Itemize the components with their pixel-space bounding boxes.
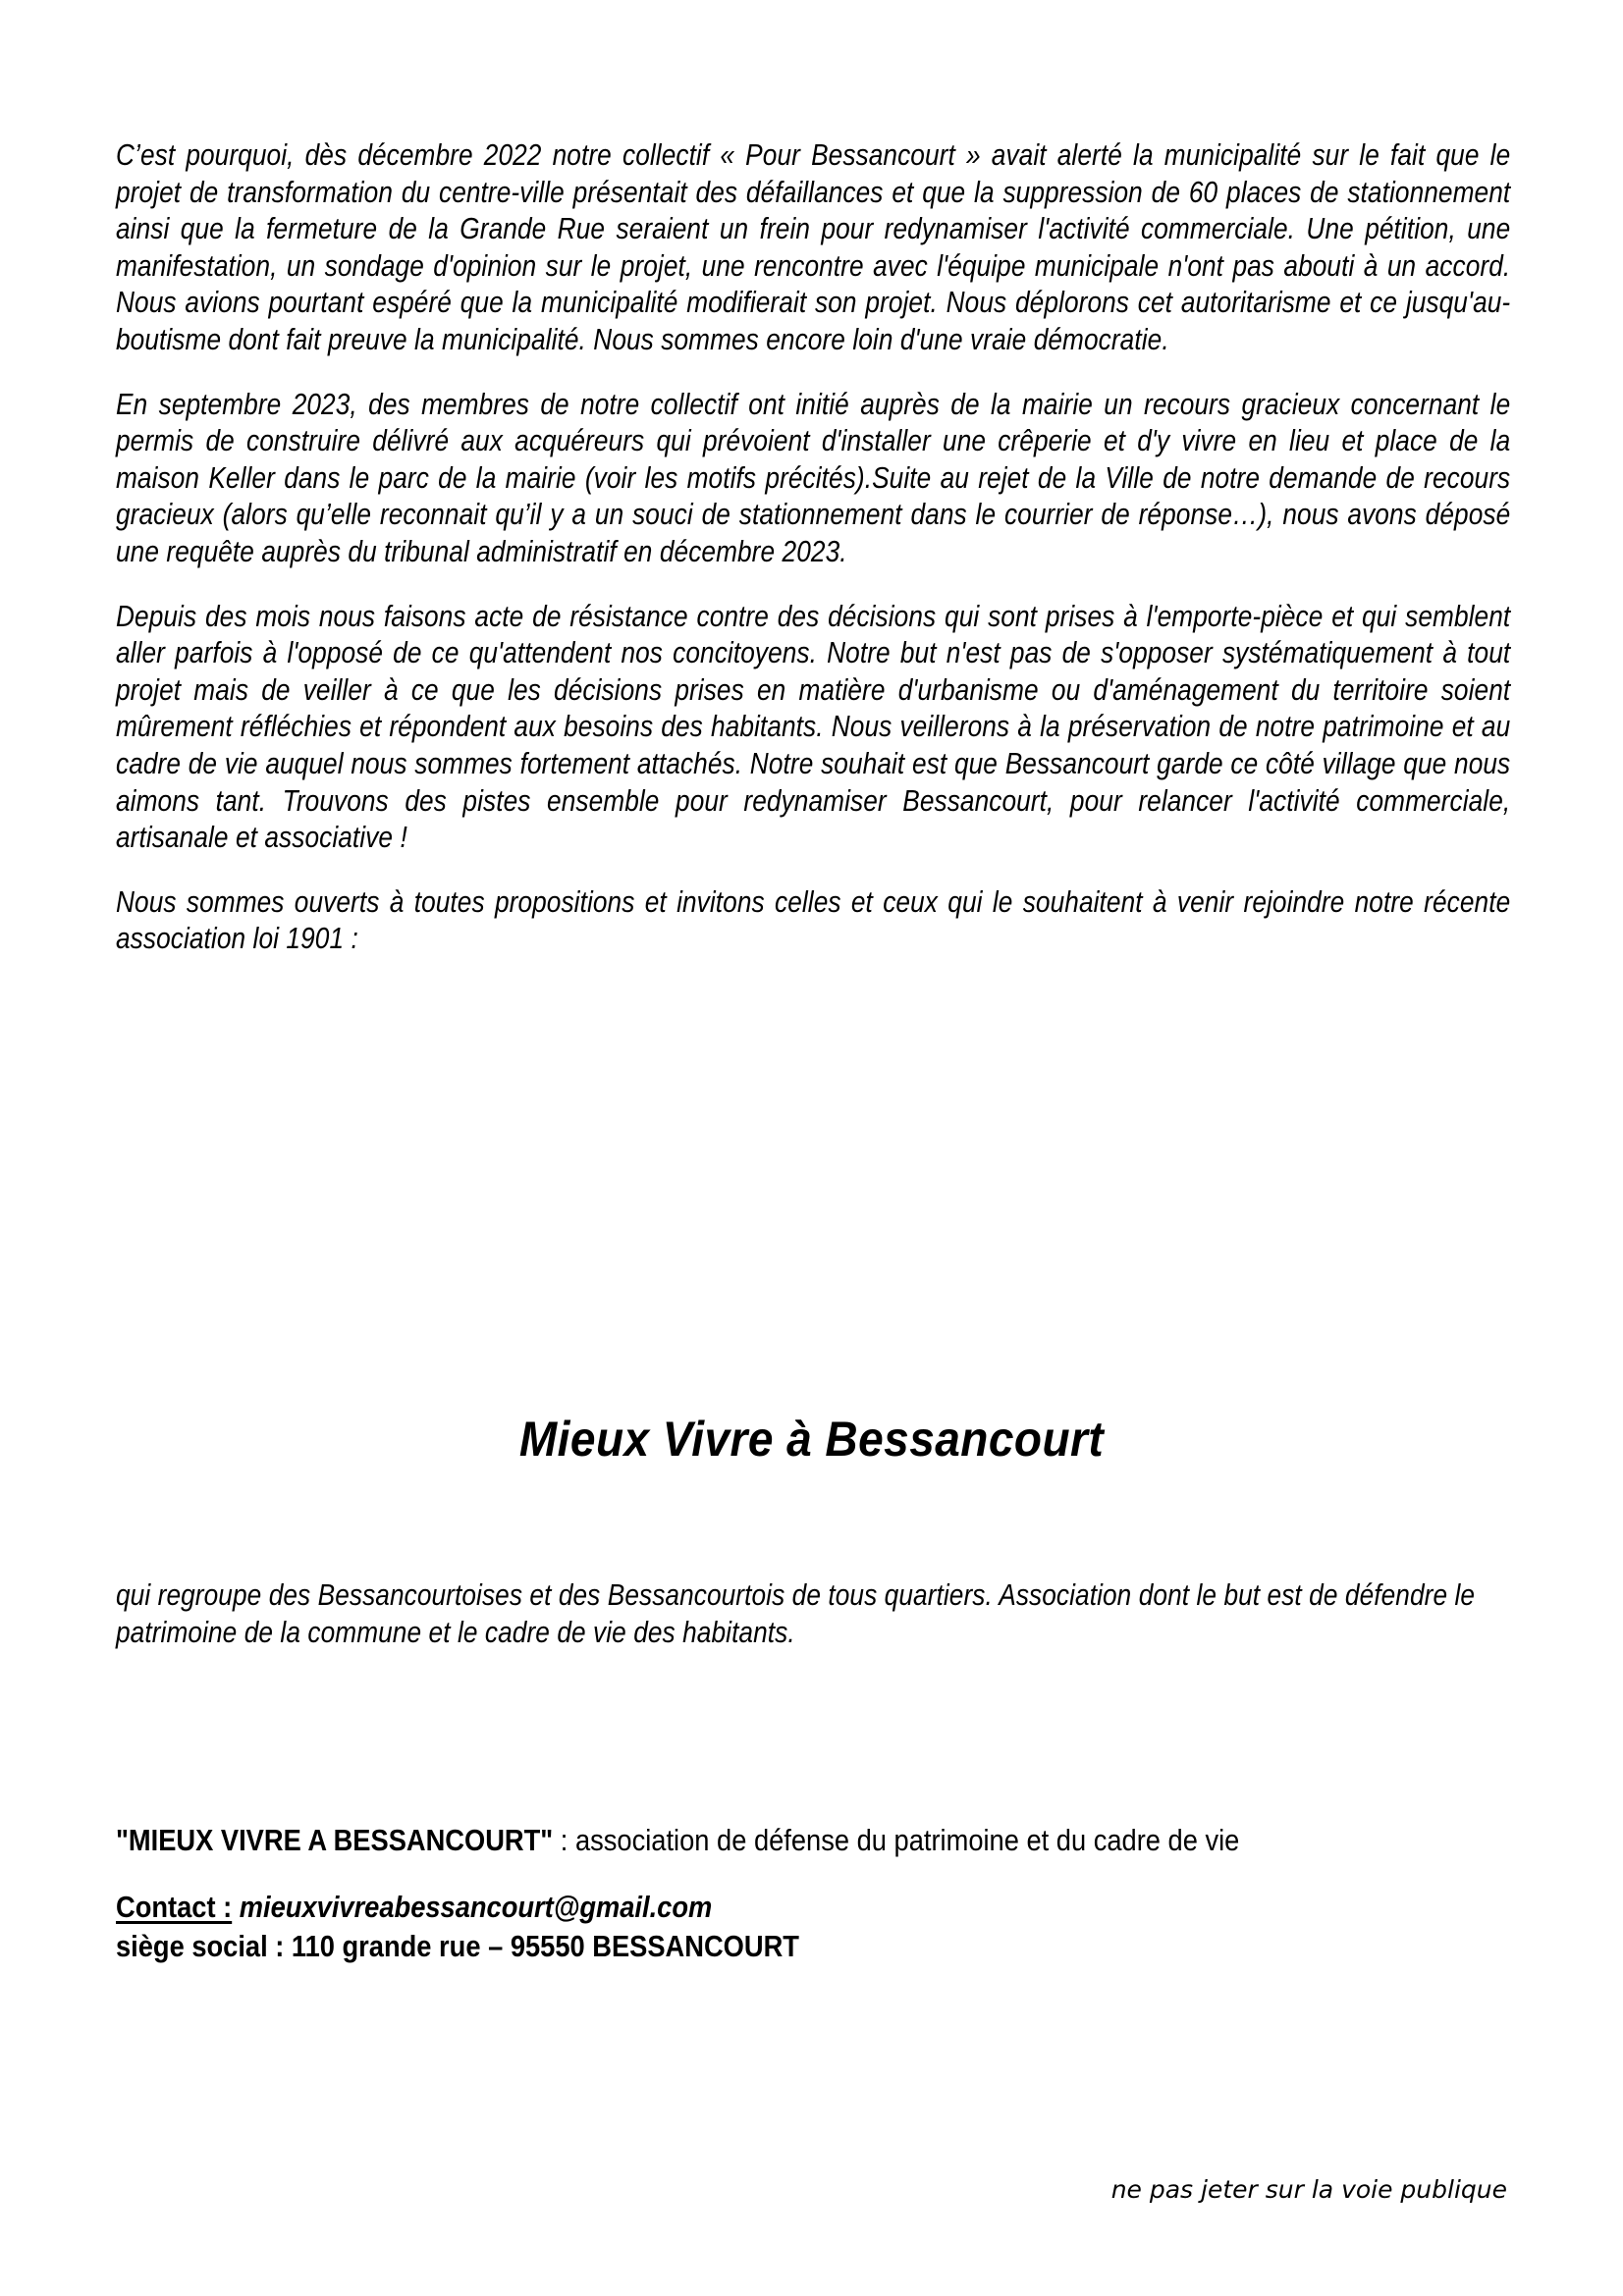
association-description: qui regroupe des Bessancourtoises et des Bessancourtois de tous quartiers. Association dont le but est de défendre le patrimoine de la commune et le cadre de vie des habitants. [116, 1578, 1476, 1649]
org-separator: : [553, 1823, 575, 1857]
paragraph-2: En septembre 2023, des membres de notre collectif ont initié auprès de la mairie un recours gracieux concernant le permis de construire délivré aux acquéreurs qui prévoient d'installer une crêperie et d'y vivre en lieu et place de la maison Keller dans le parc de la mairie (voir les motifs précités).Suite au rejet de la Ville de notre demande de recours gracieux (alors qu’elle reconnait qu’il y a un souci de stationnement dans le courrier de réponse…), nous avons déposé une requête auprès du tribunal administratif en décembre 2023. [116, 387, 1511, 568]
footer-note-text: ne pas jeter sur la voie publique [1110, 2175, 1507, 2204]
contact-address-value: siège social : 110 grande rue – 95550 BESSANCOURT [116, 1929, 799, 1963]
association-name-text: Mieux Vivre à Bessancourt [518, 1412, 1105, 1467]
association-description-block [116, 1577, 1510, 1651]
paragraph-4: Nous sommes ouverts à toutes propositions et invitons celles et ceux qui le souhaitent à venir rejoindre notre récente association loi 1901 : [116, 884, 1511, 956]
paragraph-1: C’est pourquoi, dès décembre 2022 notre collectif « Pour Bessancourt » avait alerté la municipalité sur le fait que le projet de transformation du centre-ville présentait des défaillances et que la suppression de 60 places de stationnement ainsi que la fermeture de la Grande Rue seraient un frein pour redynamiser l'activité commerciale. Une pétition, une manifestation, un sondage d'opinion sur le projet, une rencontre avec l'équipe municipale n'ont pas abouti à un accord. Nous avions pourtant espéré que la municipalité modifierait son projet. Nous déplorons cet autoritarisme et ce jusqu'au-boutisme dont fait preuve la municipalité. Nous sommes encore loin d'une vraie démocratie. [116, 138, 1511, 356]
paragraph-spacer [116, 873, 1510, 884]
contact-email-line [116, 1888, 1540, 1927]
association-name-heading [0, 1412, 1623, 1467]
footer-note [1111, 2175, 1507, 2205]
org-title-line [116, 1821, 1540, 1860]
paragraph-spacer [116, 587, 1510, 599]
main-text-column [116, 137, 1510, 958]
paragraph-spacer [116, 375, 1510, 387]
contact-email-value[interactable]: mieuxvivreabessancourt@gmail.com [239, 1890, 713, 1924]
org-name: "MIEUX VIVRE A BESSANCOURT" [116, 1823, 554, 1857]
contact-block [116, 1821, 1540, 1966]
contact-space [232, 1890, 240, 1924]
org-title-inner [116, 1821, 1239, 1860]
paragraph-3: Depuis des mois nous faisons acte de résistance contre des décisions qui sont prises à l'emporte-pièce et qui semblent aller parfois à l'opposé de ce qu'attendent nos concitoyens. Notre but n'est pas de s'opposer systématiquement à tout projet mais de veiller à ce que les décisions prises en matière d'urbanisme ou d'aménagement du territoire soient mûrement réfléchies et répondent aux besoins des habitants. Nous veillerons à la préservation de notre patrimoine et au cadre de vie auquel nous sommes fortement attachés. Notre souhait est que Bessancourt garde ce côté village que nous aimons tant. Trouvons des pistes ensemble pour redynamiser Bessancourt, pour relancer l'activité commerciale, artisanale et associative ! [116, 599, 1511, 855]
contact-email-inner [116, 1888, 712, 1927]
contact-address-line [116, 1927, 1540, 1966]
org-description: association de défense du patrimoine et du cadre de vie [574, 1823, 1240, 1857]
contact-label: Contact : [116, 1890, 233, 1924]
